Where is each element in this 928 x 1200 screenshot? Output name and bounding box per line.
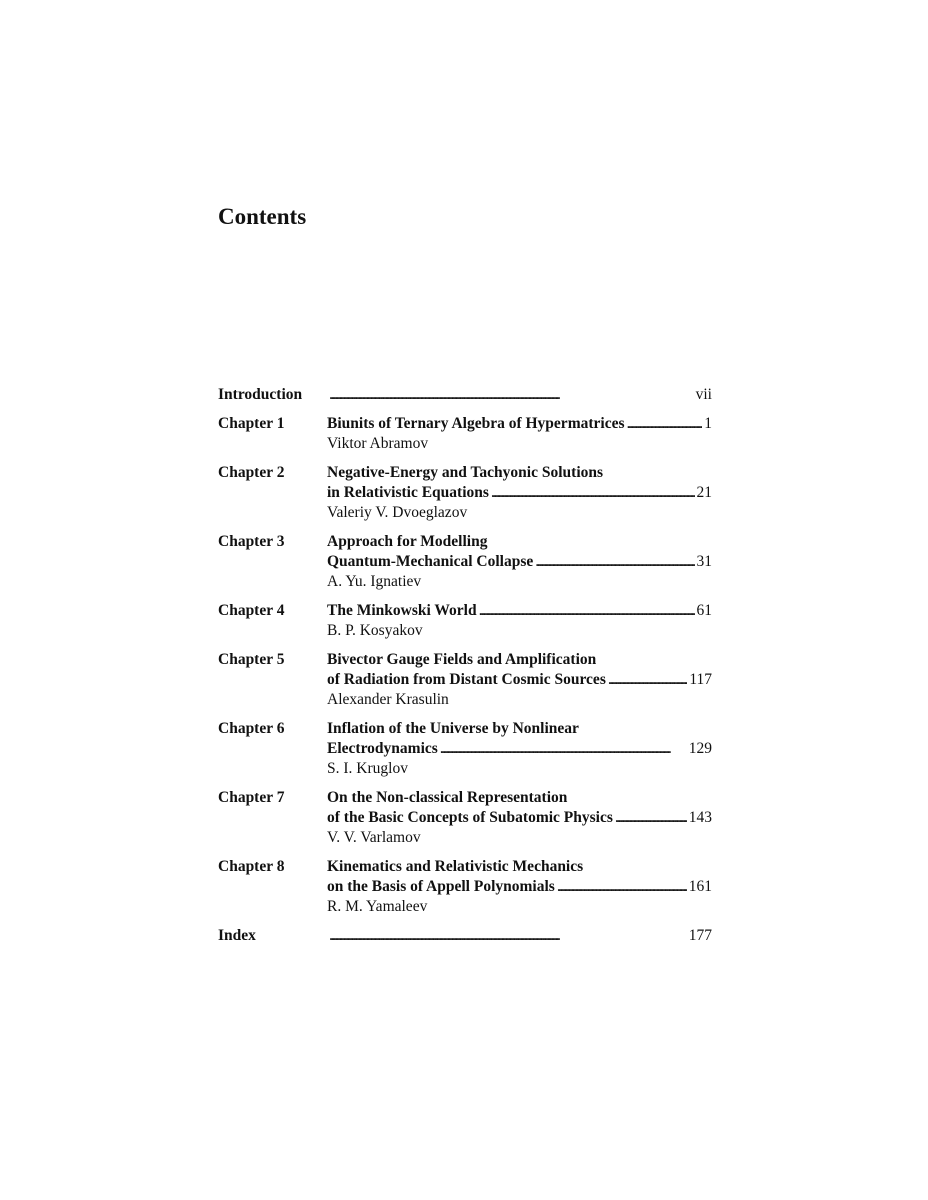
dot-leader — [627, 414, 703, 434]
chapter-author: A. Yu. Ignatiev — [327, 573, 422, 590]
chapter-title: Inflation of the Universe by Nonlinear — [327, 720, 579, 737]
page-title: Contents — [218, 204, 307, 229]
chapter-title: Kinematics and Relativistic Mechanics — [327, 858, 584, 875]
chapter-title: of Radiation from Distant Cosmic Sources — [327, 671, 606, 688]
chapter-title: The Minkowski World — [327, 602, 477, 619]
toc-page-number: 117 — [689, 671, 712, 688]
toc-page-number: 177 — [688, 927, 712, 944]
dot-leader — [329, 926, 687, 946]
toc-label: Chapter 2 — [218, 464, 285, 481]
dot-leader — [557, 877, 687, 897]
dot-leader — [535, 552, 694, 572]
dot-leader — [440, 739, 687, 759]
toc-label: Chapter 7 — [218, 789, 285, 806]
toc-label: Chapter 8 — [218, 858, 285, 875]
toc-page-number: 61 — [696, 602, 712, 619]
dot-leader — [479, 601, 695, 621]
chapter-title: On the Non-classical Representation — [327, 789, 568, 806]
chapter-author: Alexander Krasulin — [327, 691, 449, 708]
chapter-title: Approach for Modelling — [327, 533, 488, 550]
dot-leader — [608, 670, 687, 690]
toc-label: Index — [218, 927, 256, 944]
chapter-title: Biunits of Ternary Algebra of Hypermatrices — [327, 415, 625, 432]
toc-label: Chapter 4 — [218, 602, 285, 619]
chapter-title: Negative-Energy and Tachyonic Solutions — [327, 464, 604, 481]
chapter-author: B. P. Kosyakov — [327, 622, 423, 639]
chapter-title: on the Basis of Appell Polynomials — [327, 878, 555, 895]
toc-label: Introduction — [218, 386, 303, 403]
toc-entry-chapter-2[interactable] — [218, 463, 712, 523]
dot-leader — [491, 483, 695, 503]
toc-page-number: 143 — [688, 809, 712, 826]
toc-page-number: 161 — [688, 878, 712, 895]
chapter-title: in Relativistic Equations — [327, 484, 489, 501]
toc-entry-chapter-3[interactable] — [218, 532, 712, 592]
chapter-author: Viktor Abramov — [327, 435, 429, 452]
table-of-contents — [218, 385, 712, 946]
toc-label: Chapter 5 — [218, 651, 285, 668]
chapter-title: of the Basic Concepts of Subatomic Physics — [327, 809, 613, 826]
toc-entry-index[interactable] — [218, 926, 712, 946]
toc-label: Chapter 3 — [218, 533, 285, 550]
toc-entry-chapter-4[interactable] — [218, 601, 712, 641]
toc-entry-chapter-5[interactable] — [218, 650, 712, 710]
chapter-author: R. M. Yamaleev — [327, 898, 428, 915]
toc-page-number: vii — [695, 386, 712, 403]
toc-entry-chapter-8[interactable] — [218, 857, 712, 917]
toc-entry-chapter-6[interactable] — [218, 719, 712, 779]
dot-leader — [615, 808, 687, 828]
chapter-author: Valeriy V. Dvoeglazov — [327, 504, 468, 521]
chapter-author: V. V. Varlamov — [327, 829, 421, 846]
chapter-title: Electrodynamics — [327, 740, 438, 757]
toc-entry-chapter-7[interactable] — [218, 788, 712, 848]
toc-entry-chapter-1[interactable] — [218, 414, 712, 454]
toc-page-number: 21 — [696, 484, 712, 501]
chapter-author: S. I. Kruglov — [327, 760, 408, 777]
toc-page-number: 1 — [704, 415, 712, 432]
toc-page-number: 31 — [696, 553, 712, 570]
toc-page-number: 129 — [688, 740, 712, 757]
toc-label: Chapter 1 — [218, 415, 285, 432]
chapter-title: Quantum-Mechanical Collapse — [327, 553, 534, 570]
toc-entry-introduction[interactable] — [218, 385, 712, 405]
chapter-title: Bivector Gauge Fields and Amplification — [327, 651, 597, 668]
toc-label: Chapter 6 — [218, 720, 285, 737]
dot-leader — [329, 385, 694, 405]
